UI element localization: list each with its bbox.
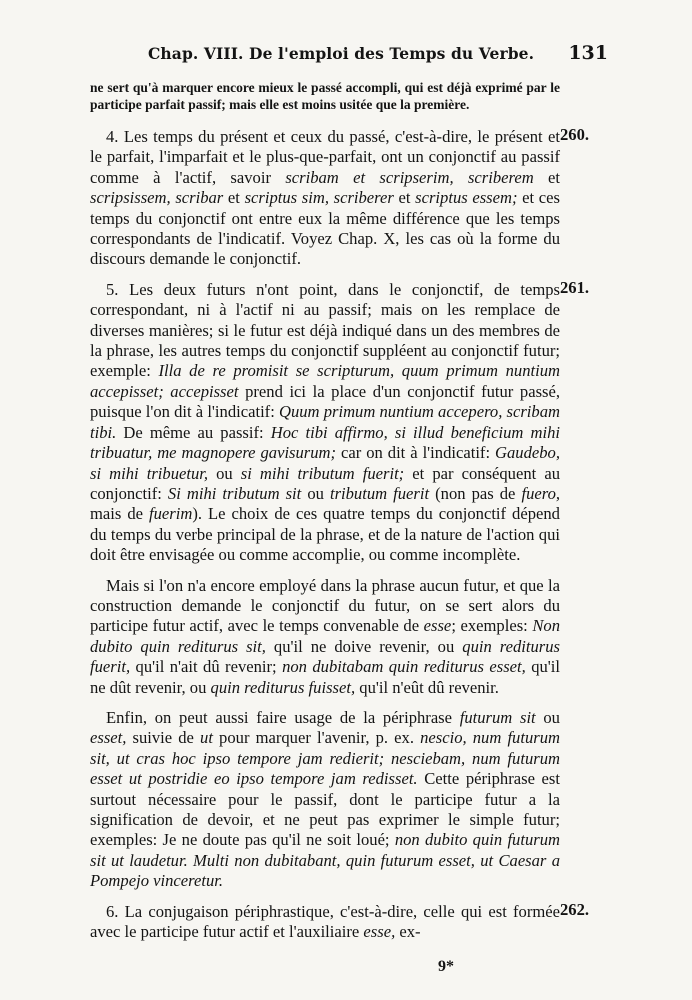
text-run: (non pas de — [429, 483, 522, 503]
latin-example: scripsissem, scribar — [90, 188, 224, 208]
latin-example: Hoc tibi affirmo, si illud beneficium mihi tribuatur, me magnopere gavisurum; — [90, 422, 560, 463]
text-run: Mais si l'on n'a encore employé dans la phrase aucun futur, et que la construction demande le conjonctif du futur, on se sert alors du participe futur actif, avec le temps convenable de — [90, 575, 560, 636]
latin-example: quin rediturus fuisset, — [210, 677, 356, 697]
text-run: car on dit à l'indicatif: — [336, 443, 496, 463]
text-run: De même au passif: — [116, 422, 271, 442]
latin-example: scriptus sim, scriberer — [244, 188, 394, 208]
latin-example: Illa de re promisit se scripturum, quum primum nuntium accepisset; accepisset — [90, 361, 560, 401]
text-run: ou — [208, 463, 241, 483]
latin-example: esse — [423, 616, 452, 636]
text-run: et par conséquent au conjonctif: — [90, 463, 560, 503]
text-run: qu'il ne doive revenir, ou — [265, 636, 463, 656]
paragraph-260 — [90, 125, 590, 270]
paragraph-text — [90, 280, 560, 566]
text-run: 4. Les temps du présent et ceux du passé, c'est-à-dire, le présent et le parfait, l'imparfait et le plus-que-parfait, ont un conjonctif au passif comme à l'actif, savoir — [90, 127, 560, 187]
latin-example: Si mihi tributum sit — [167, 483, 302, 503]
page-body — [90, 80, 590, 942]
text-run: mais de — [90, 504, 149, 524]
latin-example: futurum sit — [459, 707, 536, 727]
text-run: qu'il n'eût dû revenir. — [355, 677, 499, 697]
running-header — [60, 44, 620, 68]
margin-number: 262. — [560, 899, 590, 919]
text-run: ). Le choix de ces quatre temps du conjonctif dépend du temps du verbe principal de la phrase, et de la nature de l'action qui doit être envisagée ou comme accomplie, ou comme incomplète. — [90, 504, 560, 565]
margin-number: 261. — [560, 277, 590, 297]
margin-number: 260. — [560, 125, 590, 144]
page-number: 131 — [568, 42, 608, 64]
latin-example: fuerim — [148, 504, 193, 524]
paragraph-participle-futur — [90, 576, 560, 698]
latin-example: non dubito quin futurum sit ut laudetur. Multi non dubitabant, quin futurum esset, ut Caesar a Pompejo vinceretur. — [90, 830, 560, 891]
text-run: 6. La conjugaison périphrastique, c'est-à-dire, celle qui est formée avec le participe futur actif et l'auxiliaire — [90, 901, 560, 942]
paragraph-text — [90, 576, 560, 698]
text-run: et — [393, 188, 416, 208]
text-run: ou — [535, 707, 560, 727]
footnote-continuation: ne sert qu'à marquer encore mieux le passé accompli, qui est déjà exprimé par le participe parfait passif; mais elle est moins usitée que la première. — [90, 80, 560, 112]
paragraph-text — [90, 902, 560, 943]
paragraph-text — [90, 127, 560, 270]
paragraph-periphrase — [90, 708, 560, 892]
paragraph-261 — [90, 277, 590, 566]
latin-example: scribam et scripserim, scriberem — [285, 167, 534, 187]
text-run: Enfin, on peut aussi faire usage de la périphrase — [106, 707, 460, 727]
text-run: et — [533, 167, 561, 187]
latin-example: esse, — [363, 922, 396, 942]
text-run: suivie de — [126, 728, 201, 748]
latin-example: non dubitabam quin rediturus esset, — [282, 657, 526, 677]
text-run: ex- — [395, 922, 421, 942]
latin-example: tributum fuerit — [329, 483, 430, 503]
text-run: qu'il ne dût revenir, ou — [90, 657, 561, 697]
signature-mark: 9* — [438, 958, 454, 975]
running-title: Chap. VIII. De l'emploi des Temps du Verbe. — [148, 44, 535, 63]
paragraph-text — [90, 708, 560, 892]
latin-example: nescio, num futurum sit, ut cras hoc ipso tempore jam redierit; nesciebam, num futurum esset ut postridie eo ipso tempore jam redisset. — [90, 728, 560, 789]
text-run: et ces temps du conjonctif ont entre eux la même différence que les temps correspondants de l'indicatif. Voyez Chap. X, les cas où la forme du discours demande le conjonctif. — [90, 188, 560, 269]
text-run: pour marquer l'avenir, p. ex. — [212, 728, 421, 748]
latin-example: esset, — [90, 728, 127, 748]
text-run: ; exemples: — [451, 616, 533, 636]
latin-example: Non dubito quin rediturus sit, — [90, 616, 560, 656]
text-run: prend ici la place d'un conjonctif futur passé, puisque l'on dit à l'indicatif: — [90, 381, 560, 422]
text-run: 5. Les deux futurs n'ont point, dans le conjonctif, de temps correspondant, ni à l'actif ni au passif; mais on les remplace de diverses manières; si le futur est déjà indiqué dans un des membres de la phrase, les autres temps du conjonctif suppléent au conjonctif futur; exemple: — [90, 279, 560, 381]
latin-example: scriptus essem; — [415, 188, 518, 208]
paragraph-262 — [90, 899, 590, 943]
latin-example: fuero, — [521, 483, 561, 503]
latin-example: si mihi tributum fuerit; — [240, 463, 405, 483]
text-run: et — [223, 188, 245, 208]
latin-example: ut — [200, 728, 213, 748]
latin-example: Gaudebo, si mihi tribuetur, — [90, 443, 560, 483]
text-run: Cette périphrase est surtout nécessaire pour le passif, dont le participe futur a la signification de devoir, et ne peut pas exprimer le simple futur; exemples: Je ne doute pas qu'il ne soit loué; — [90, 769, 560, 850]
text-run: ou — [301, 483, 330, 503]
latin-example: quin rediturus fuerit, — [90, 636, 560, 677]
text-run: qu'il n'ait dû revenir; — [130, 657, 283, 677]
latin-example: Quum primum nuntium accepero, scribam tibi. — [90, 402, 560, 442]
